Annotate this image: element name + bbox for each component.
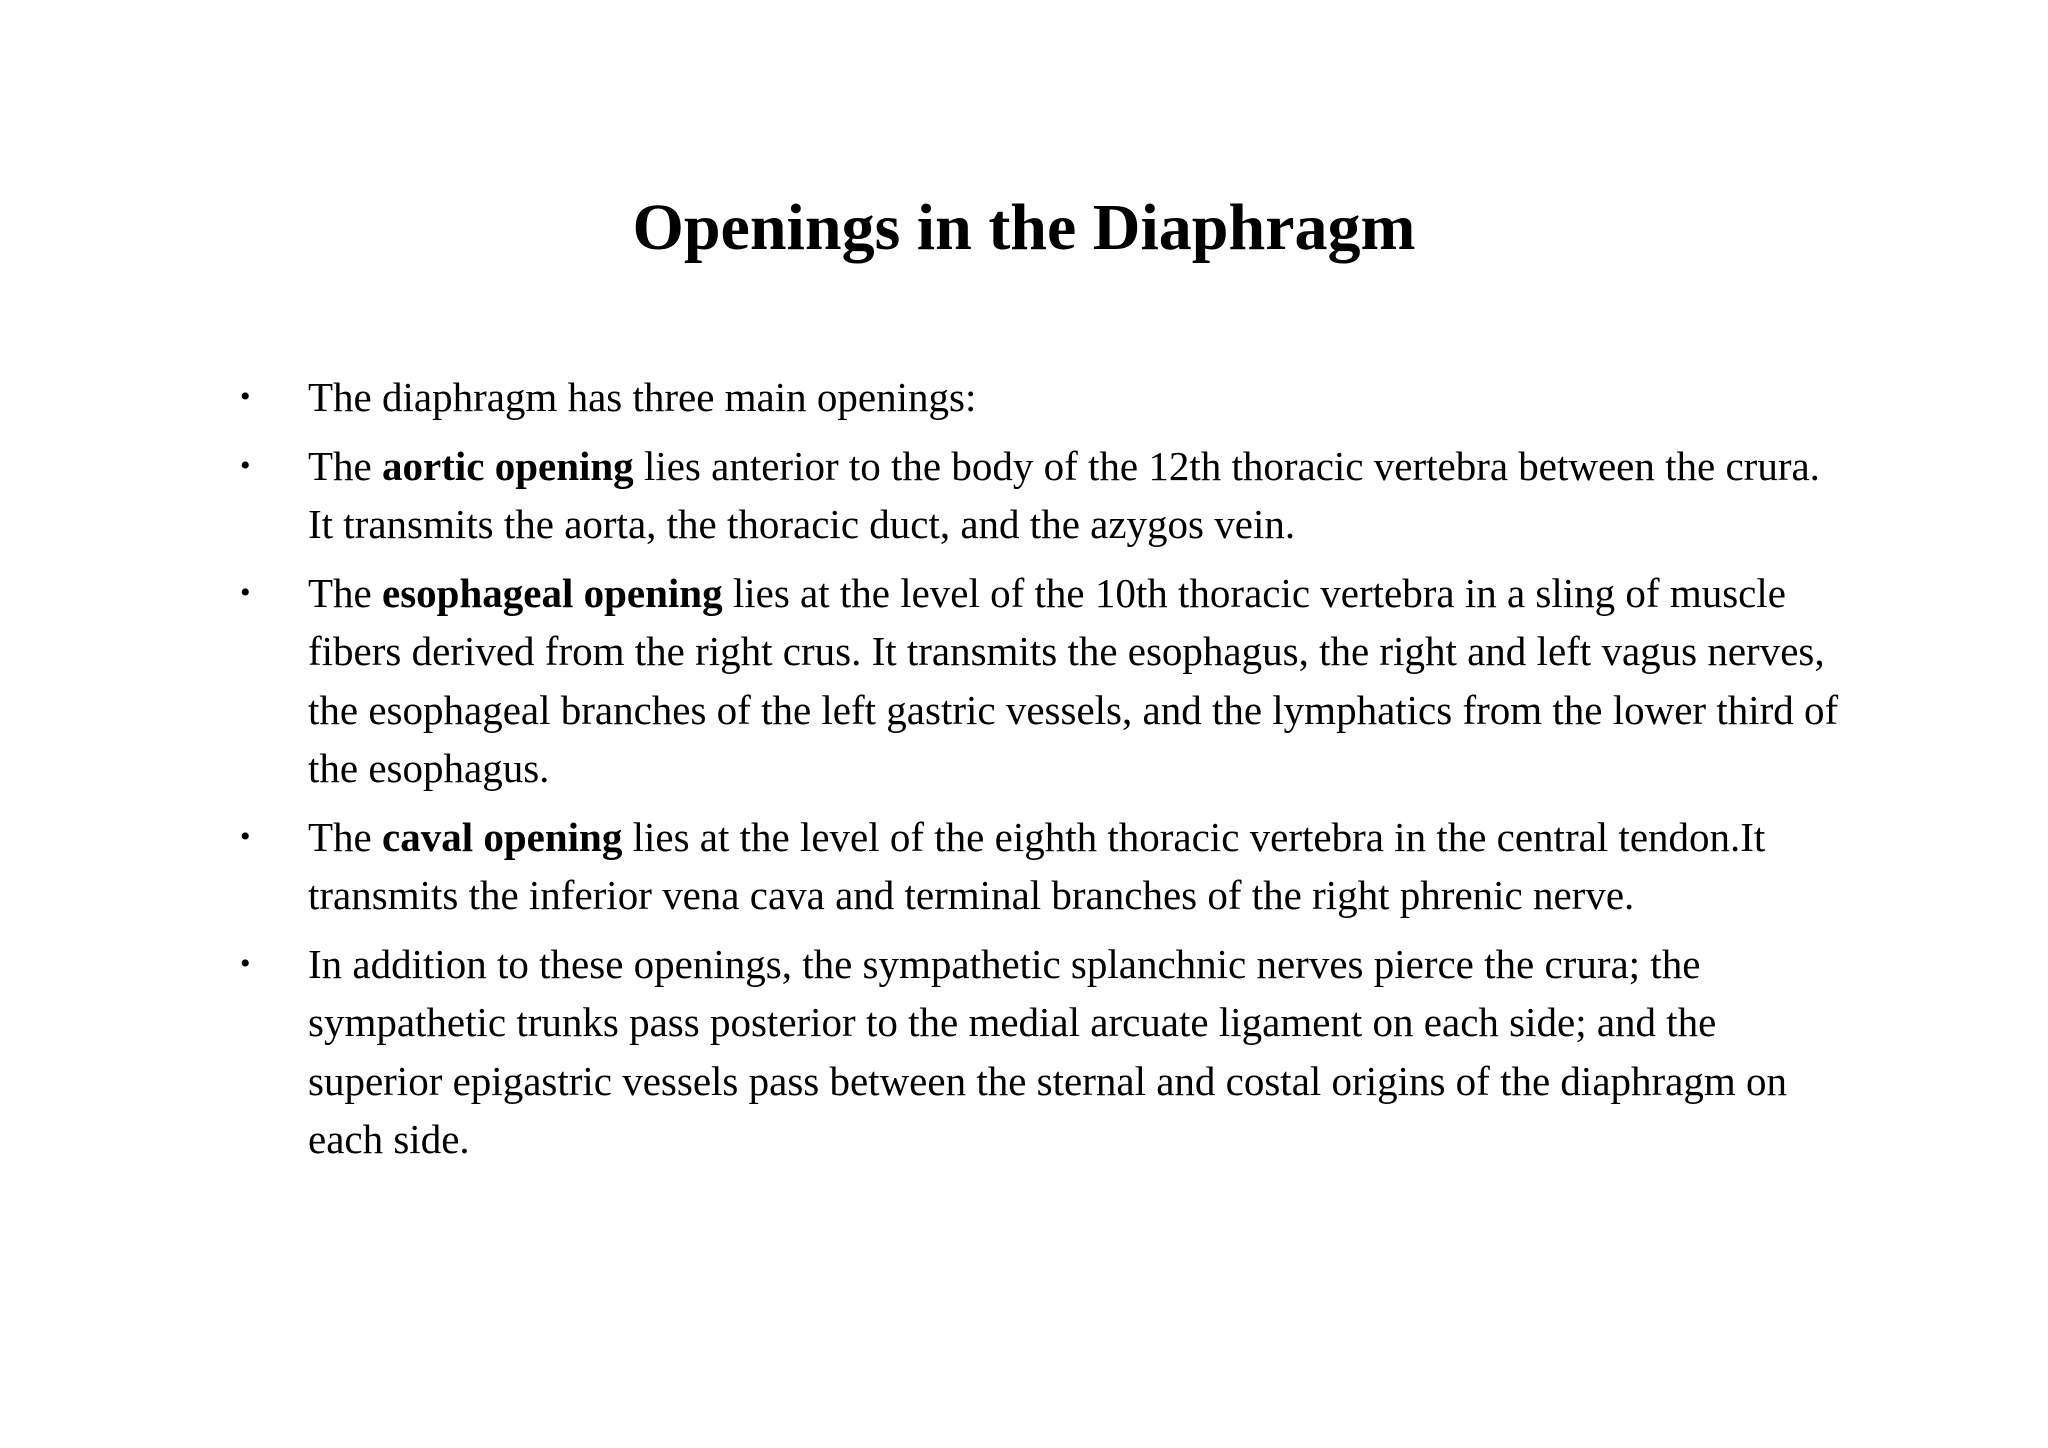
bullet-item: [240, 368, 1840, 427]
bullet-term: esophageal opening: [382, 569, 723, 616]
bullet-text-before: The diaphragm has three main openings:: [308, 374, 977, 420]
bullet-item: [240, 564, 1840, 798]
bullet-text-after: lies at the level of the eighth thoracic vertebra in the central tendon.It transmits the inferior vena cava and terminal branches of the right phrenic nerve.: [308, 813, 1766, 918]
bullet-item: [240, 935, 1840, 1169]
slide-title: Openings in the Diaphragm: [632, 191, 1416, 264]
bullet-text: [308, 437, 1840, 554]
bullet-text: [308, 808, 1840, 925]
bullet-list: [240, 368, 1840, 1179]
bullet-dot-icon: •: [240, 380, 251, 413]
bullet-text: [308, 935, 1840, 1169]
bullet-term: caval opening: [382, 813, 623, 860]
bullet-dot-icon: •: [240, 575, 251, 609]
bullet-text-after: lies at the level of the 10th thoracic vertebra in a sling of muscle fibers derived from the right crus. It transmits the esophagus, the right and left vagus nerves, the esophageal branches of the left gastric vessels, and the lymphatics from the lower third of the esophagus.: [308, 569, 1839, 791]
bullet-text: [308, 564, 1840, 798]
bullet-term: aortic opening: [382, 442, 634, 489]
bullet-text-before: The: [308, 813, 382, 860]
bullet-dot-icon: •: [240, 448, 251, 482]
bullet-text-before: In addition to these openings, the sympathetic splanchnic nerves pierce the crura; the sympathetic trunks pass posterior to the medial arcuate ligament on each side; and the superior epigastric vessels pass between the sternal and costal origins of the diaphragm on each side.: [308, 940, 1788, 1162]
bullet-text: [308, 368, 1840, 427]
bullet-text-after: lies anterior to the body of the 12th thoracic vertebra between the crura. It transmits the aorta, the thoracic duct, and the azygos vein.: [308, 442, 1820, 547]
bullet-item: [240, 437, 1840, 554]
bullet-text-before: The: [308, 569, 382, 616]
bullet-text-before: The: [308, 442, 382, 489]
bullet-dot-icon: •: [240, 819, 251, 853]
bullet-item: [240, 808, 1840, 925]
bullet-dot-icon: •: [240, 946, 251, 980]
